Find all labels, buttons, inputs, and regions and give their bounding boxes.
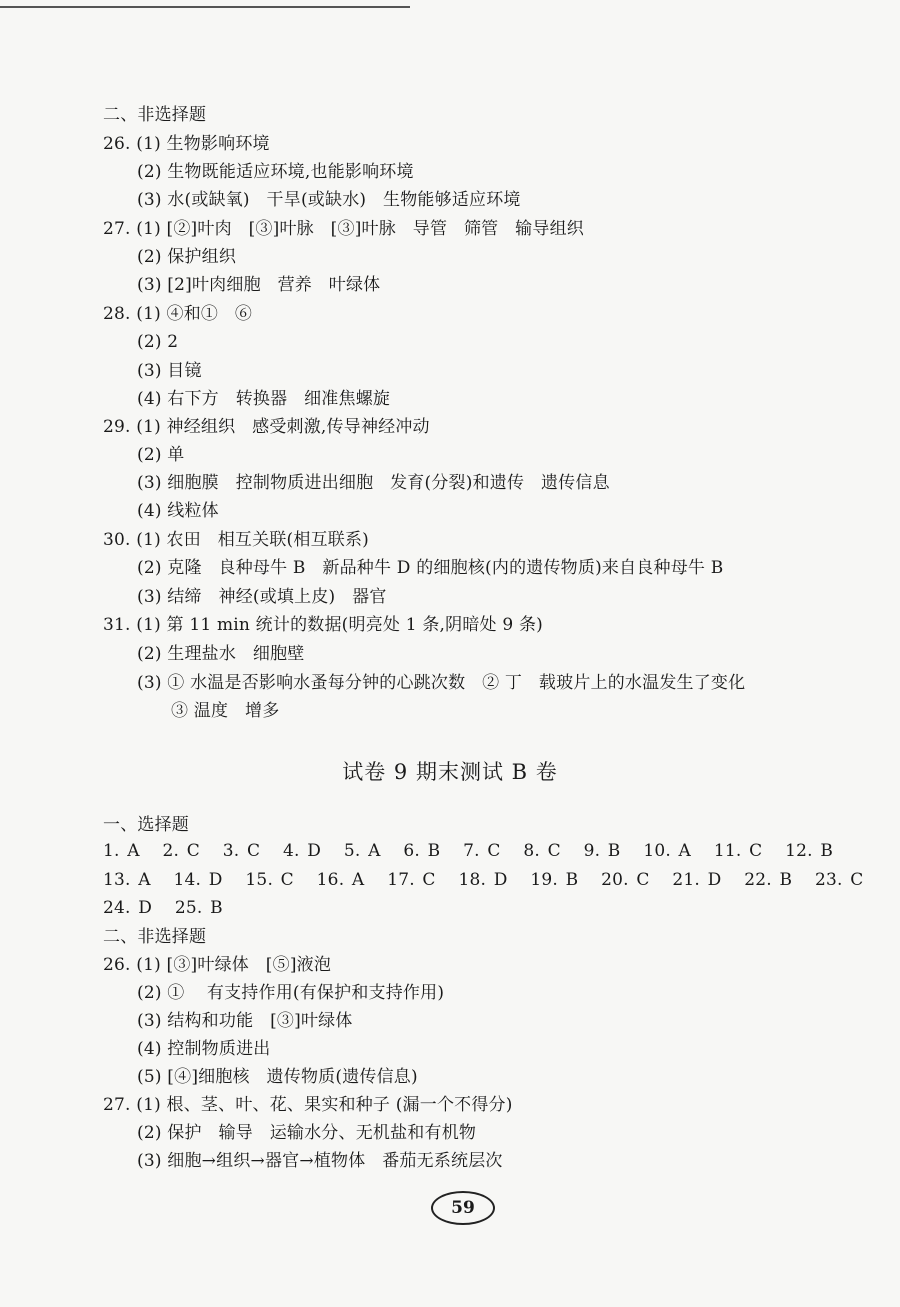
- section-header-choice: 一、选择题: [103, 815, 189, 835]
- section-header-nonchoice: 二、非选择题: [103, 105, 207, 125]
- answer-q31-3-cont: ③ 温度 增多: [171, 701, 280, 721]
- answer-q31-1: 31. (1) 第 11 min 统计的数据(明亮处 1 条,阴暗处 9 条): [103, 615, 543, 635]
- top-rule: [0, 6, 410, 8]
- exam-title: 试卷 9 期末测试 B 卷: [342, 760, 558, 784]
- answer-b27-3: (3) 细胞→组织→器官→植物体 番茄无系统层次: [137, 1151, 503, 1171]
- answer-b26-4: (4) 控制物质进出: [137, 1039, 271, 1059]
- choice-answers-row-2: 13. A 14. D 15. C 16. A 17. C 18. D 19. B 20. C 21. D 22. B 23. C: [103, 870, 864, 890]
- answer-q26-2: (2) 生物既能适应环境,也能影响环境: [137, 162, 414, 182]
- answer-q29-4: (4) 线粒体: [137, 501, 219, 521]
- answer-q28-4: (4) 右下方 转换器 细准焦螺旋: [137, 389, 391, 409]
- page-number: 59: [431, 1191, 495, 1225]
- answer-b27-2: (2) 保护 输导 运输水分、无机盐和有机物: [137, 1123, 477, 1143]
- answer-q29-3: (3) 细胞膜 控制物质进出细胞 发育(分裂)和遗传 遗传信息: [137, 473, 610, 493]
- answer-b26-2: (2) ① 有支持作用(有保护和支持作用): [137, 983, 445, 1003]
- answer-q28-1: 28. (1) ④和① ⑥: [103, 304, 253, 324]
- answer-q26-1: 26. (1) 生物影响环境: [103, 134, 270, 154]
- section-header-nonchoice-b: 二、非选择题: [103, 927, 207, 947]
- answer-q31-2: (2) 生理盐水 细胞壁: [137, 644, 305, 664]
- answer-q27-3: (3) [2]叶肉细胞 营养 叶绿体: [137, 275, 381, 295]
- answer-q28-2: (2) 2: [137, 332, 179, 352]
- answer-b26-1: 26. (1) [③]叶绿体 [⑤]液泡: [103, 955, 332, 975]
- answer-b26-3: (3) 结构和功能 [③]叶绿体: [137, 1011, 353, 1031]
- choice-answers-row-1: 1. A 2. C 3. C 4. D 5. A 6. B 7. C 8. C 9. B 10. A 11. C 12. B: [103, 841, 834, 861]
- choice-answers-row-3: 24. D 25. B: [103, 898, 223, 918]
- answer-q28-3: (3) 目镜: [137, 361, 202, 381]
- answer-q29-1: 29. (1) 神经组织 感受刺激,传导神经冲动: [103, 417, 430, 437]
- answer-q30-1: 30. (1) 农田 相互关联(相互联系): [103, 530, 369, 550]
- answer-b27-1: 27. (1) 根、茎、叶、花、果实和种子 (漏一个不得分): [103, 1095, 513, 1115]
- answer-b26-5: (5) [④]细胞核 遗传物质(遗传信息): [137, 1067, 418, 1087]
- answer-q31-3: (3) ① 水温是否影响水蚤每分钟的心跳次数 ② 丁 载玻片上的水温发生了变化: [137, 673, 746, 693]
- answer-q27-1: 27. (1) [②]叶肉 [③]叶脉 [③]叶脉 导管 筛管 输导组织: [103, 219, 584, 239]
- answer-q30-3: (3) 结缔 神经(或填上皮) 器官: [137, 587, 387, 607]
- answer-q30-2: (2) 克隆 良种母牛 B 新品种牛 D 的细胞核(内的遗传物质)来自良种母牛 B: [137, 558, 724, 578]
- answer-q27-2: (2) 保护组织: [137, 247, 237, 267]
- answer-q29-2: (2) 单: [137, 445, 185, 465]
- answer-q26-3: (3) 水(或缺氧) 干旱(或缺水) 生物能够适应环境: [137, 190, 521, 210]
